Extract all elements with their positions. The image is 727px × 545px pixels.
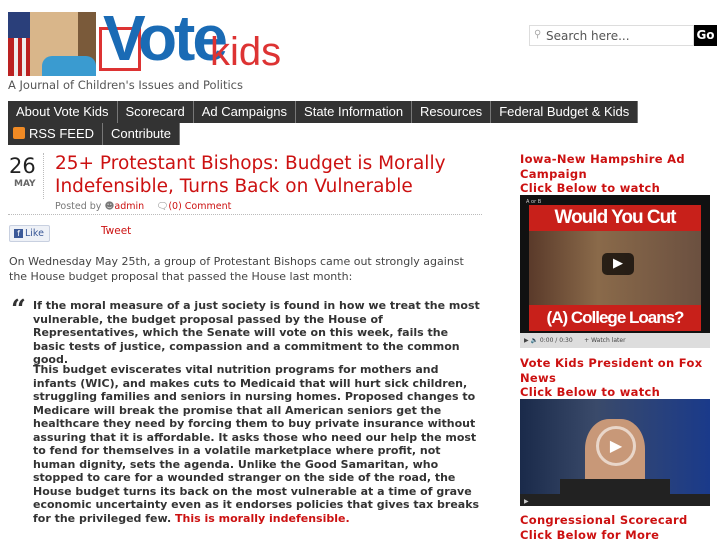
nav-resources[interactable]: Resources: [412, 101, 491, 123]
facebook-like-button[interactable]: [9, 225, 50, 242]
widget-subtitle: Click Below to watch: [520, 385, 661, 399]
video-time: 0:00 / 0:30: [539, 337, 573, 344]
logo-vote[interactable]: Vote: [103, 2, 225, 74]
tagline: A Journal of Children's Issues and Politics: [8, 78, 243, 92]
logo-kids[interactable]: kids: [210, 30, 282, 74]
go-button[interactable]: Go: [694, 25, 717, 46]
quote-text: This budget eviscerates vital nutrition programs for mothers and infants (WIC), and makes cuts to Medicaid that will hurt sick children, struggling families and seniors in nursing homes. Proposed changes to Medicare will break the promise that all American seniors get the healthcare they need by forcing them to buy private insurance without assuring that it is affordable. It asks those who need our help the most to fend for themselves in a volatile marketplace where profit, not human dignity, sets the agenda. Unlike the Good Samaritan, who stopped to care for a wounded stranger on the side of the road, the House budget turns its back on the most vulnerable at a time of grave economic uncertainty even as it endorses policies that gives tax breaks for the privileged few.: [33, 363, 480, 525]
video-corner-label: A or B: [526, 199, 542, 205]
nav-scorecard[interactable]: Scorecard: [118, 101, 194, 123]
divider: [43, 153, 44, 199]
quote-icon: “: [11, 295, 26, 325]
author-link[interactable]: admin: [114, 201, 145, 212]
widget-fox-news: [520, 356, 720, 400]
rss-label: RSS FEED: [29, 126, 95, 141]
comments-link[interactable]: (0) Comment: [168, 201, 232, 212]
post-title[interactable]: 25+ Protestant Bishops: Budget is Morally Indefensible, Turns Back on Vulnerable: [55, 153, 446, 197]
nav-state-information[interactable]: State Information: [296, 101, 412, 123]
widget-title[interactable]: Congressional Scorecard: [520, 513, 688, 527]
post-day: 26: [9, 154, 36, 178]
quote-paragraph-1: If the moral measure of a just society is found in how we treat the most vulnerable, the budget proposal passed by the House of Representatives, which the Senate will vote on this week, fails the basic tests of justice, compassion and a commitment to the common good.: [33, 299, 480, 366]
widget-scorecard: [520, 513, 720, 542]
widget-title[interactable]: Iowa-New Hampshire Ad Campaign: [520, 152, 685, 181]
video-headline: Would You Cut: [529, 205, 701, 231]
facebook-icon: f: [14, 229, 23, 238]
quote-highlight: This is morally indefensible.: [174, 511, 350, 525]
video-controls[interactable]: ▶ 🔈 0:00 / 0:30 + Watch later: [520, 333, 710, 348]
play-icon[interactable]: ▶: [596, 426, 636, 466]
main-nav: [8, 101, 722, 145]
video-player-college-loans[interactable]: [520, 195, 710, 348]
video-controls[interactable]: ▶: [520, 494, 710, 506]
video-player-fox-news[interactable]: [520, 399, 710, 506]
video-caption: (A) College Loans?: [529, 305, 701, 331]
nav-contribute[interactable]: Contribute: [103, 123, 180, 145]
nav-rss-feed[interactable]: [8, 123, 103, 145]
tweet-button[interactable]: Tweet: [101, 225, 132, 237]
posted-by-label: Posted by: [55, 201, 102, 212]
divider: [8, 214, 482, 215]
rss-icon: [13, 127, 25, 139]
search-placeholder: Search here...: [546, 29, 630, 43]
widget-subtitle: Click Below for More: [520, 527, 660, 542]
play-icon[interactable]: ▶: [602, 253, 634, 275]
search-input[interactable]: [529, 25, 694, 46]
nav-ad-campaigns[interactable]: Ad Campaigns: [194, 101, 296, 123]
widget-iowa: [520, 152, 720, 196]
comment-icon: 🗨: [156, 201, 169, 212]
watch-later-button[interactable]: Watch later: [591, 337, 626, 344]
post-meta: [55, 201, 231, 212]
post-month: MAY: [14, 179, 36, 189]
nav-federal-budget[interactable]: Federal Budget & Kids: [491, 101, 638, 123]
like-label: Like: [25, 228, 44, 239]
post-intro: On Wednesday May 25th, a group of Protestant Bishops came out strongly against the House budget proposal that passed the House last month:: [9, 255, 464, 283]
header-photo: [8, 12, 96, 76]
nav-about[interactable]: About Vote Kids: [8, 101, 118, 123]
widget-subtitle: Click Below to watch: [520, 181, 661, 195]
quote-paragraph-2: [33, 363, 483, 525]
widget-title[interactable]: Vote Kids President on Fox News: [520, 356, 703, 385]
user-icon: ☻: [104, 201, 115, 212]
search-icon: ⚲: [534, 29, 542, 40]
